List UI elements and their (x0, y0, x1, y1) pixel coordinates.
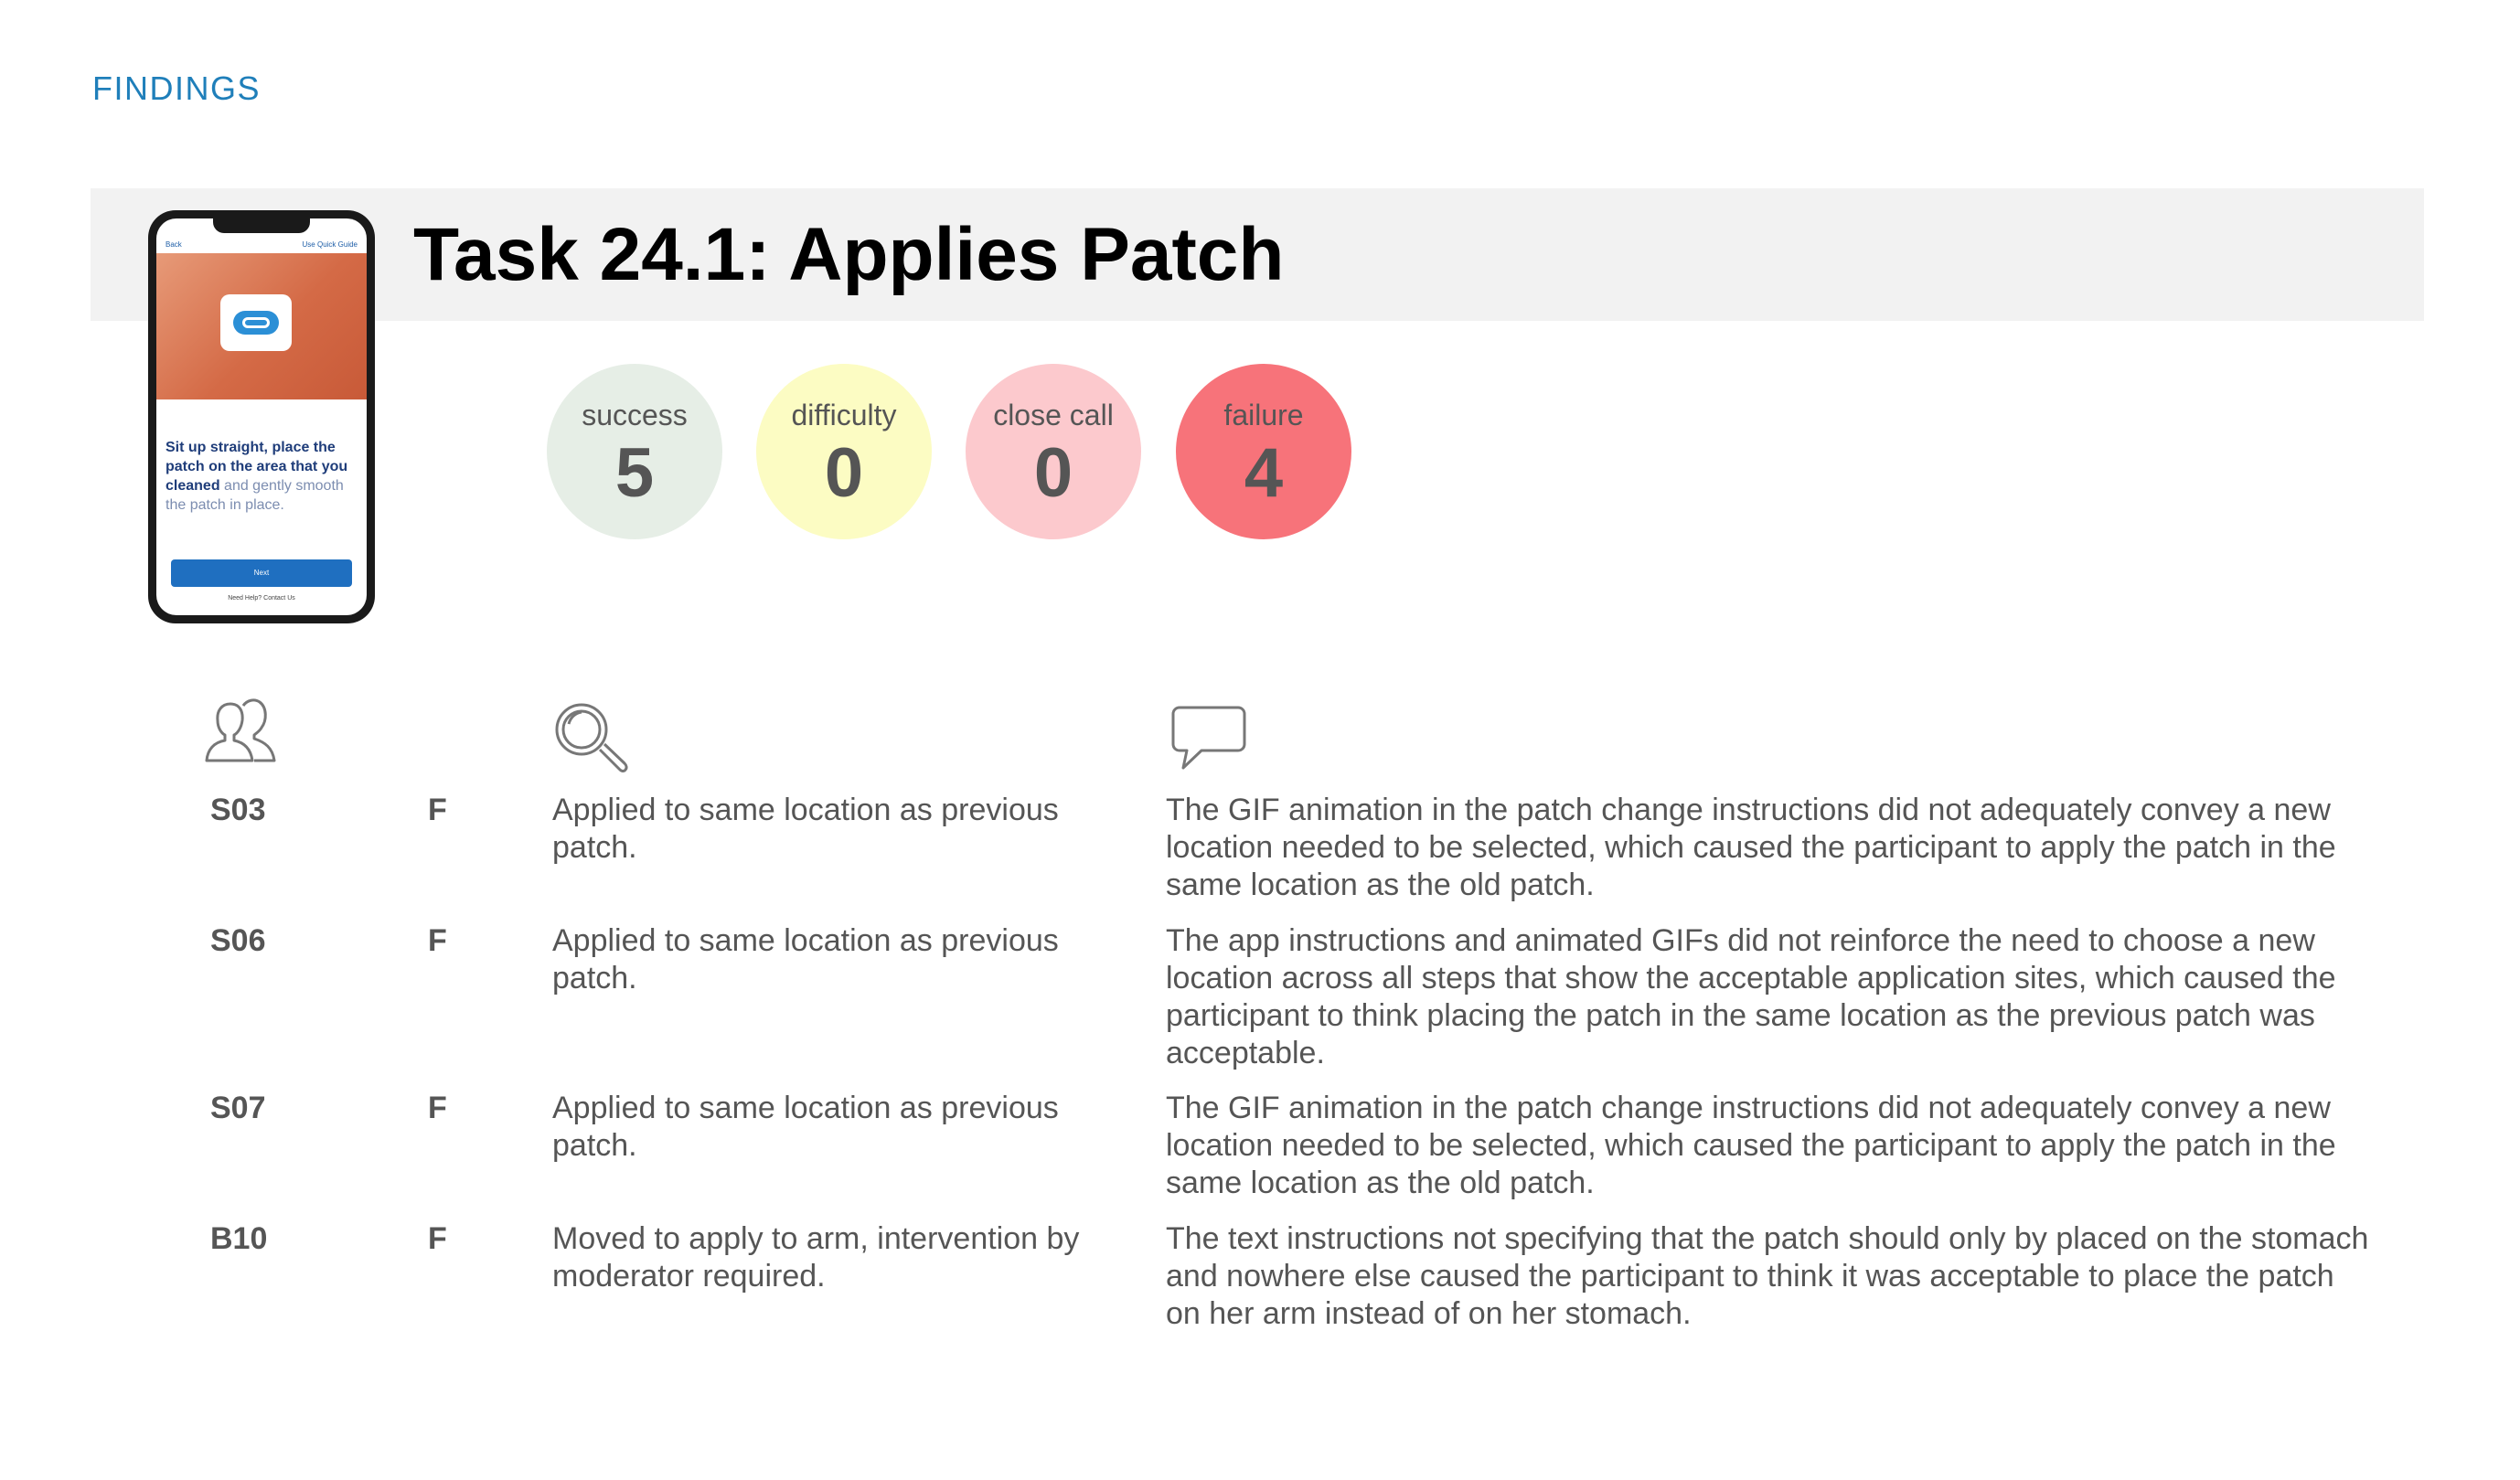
phone-instruction-light: and gently smooth the patch in place. (166, 478, 344, 513)
stat-close-call (966, 364, 1141, 539)
phone-help-text: Need Help? Contact Us (228, 595, 295, 602)
stat-difficulty (756, 364, 932, 539)
participants-icon (203, 697, 278, 764)
stat-label: failure (1223, 399, 1304, 431)
stat-label: difficulty (791, 399, 897, 431)
phone-screen (156, 218, 367, 615)
participant-id: B10 (210, 1221, 268, 1256)
finding-text: Applied to same location as previous patch. (552, 1091, 1059, 1163)
participant-id: S03 (210, 793, 266, 827)
stat-failure (1176, 364, 1351, 539)
comment-text: The app instructions and animated GIFs did not reinforce the need to choose a new location across all steps that show the acceptable application sites, which caused the participant to think placing the patch in the same location as the previous patch was acceptable. (1166, 923, 2336, 1070)
result-code: F (428, 1221, 447, 1256)
magnifier-icon (552, 700, 629, 775)
finding-text: Applied to same location as previous patch. (552, 793, 1059, 865)
stat-value: 5 (614, 434, 655, 512)
stat-value: 0 (824, 434, 864, 512)
participant-id: S07 (210, 1091, 266, 1125)
phone-mockup (148, 210, 375, 623)
patch-image (220, 294, 292, 351)
patch-photo (156, 253, 367, 399)
finding-text: Moved to apply to arm, intervention by moderator required. (552, 1221, 1080, 1294)
stat-success (547, 364, 722, 539)
phone-guide-link: Use Quick Guide (302, 240, 358, 249)
stat-value: 4 (1244, 434, 1284, 512)
result-code: F (428, 1091, 447, 1125)
phone-instruction-bold: Sit up straight, place the patch on the area that you cleaned (166, 440, 348, 494)
comment-text: The text instructions not specifying that the patch should only by placed on the stomach and nowhere else caused the participant to think it was acceptable to place the patch on her arm instead of on her stomach. (1166, 1221, 2369, 1331)
section-label: FINDINGS (92, 69, 262, 107)
phone-instruction (166, 438, 359, 515)
result-code: F (428, 923, 447, 958)
page-title: Task 24.1: Applies Patch (413, 213, 1285, 296)
speech-bubble-icon (1170, 704, 1247, 772)
stat-label: success (582, 399, 688, 431)
comment-text: The GIF animation in the patch change instructions did not adequately convey a new location needed to be selected, which caused the participant to apply the patch in the same location as the old patch. (1166, 1091, 2336, 1200)
finding-text: Applied to same location as previous patch. (552, 923, 1059, 996)
result-code: F (428, 793, 447, 827)
stat-label: close call (993, 399, 1114, 431)
phone-next-button: Next (171, 559, 352, 587)
phone-back-link: Back (166, 240, 182, 249)
phone-topbar (156, 233, 367, 253)
phone-notch (213, 218, 310, 233)
stat-value: 0 (1033, 434, 1073, 512)
participant-id: S06 (210, 923, 266, 958)
patch-logo-icon (233, 311, 279, 335)
comment-text: The GIF animation in the patch change instructions did not adequately convey a new location needed to be selected, which caused the participant to apply the patch in the same location as the old patch. (1166, 793, 2336, 902)
